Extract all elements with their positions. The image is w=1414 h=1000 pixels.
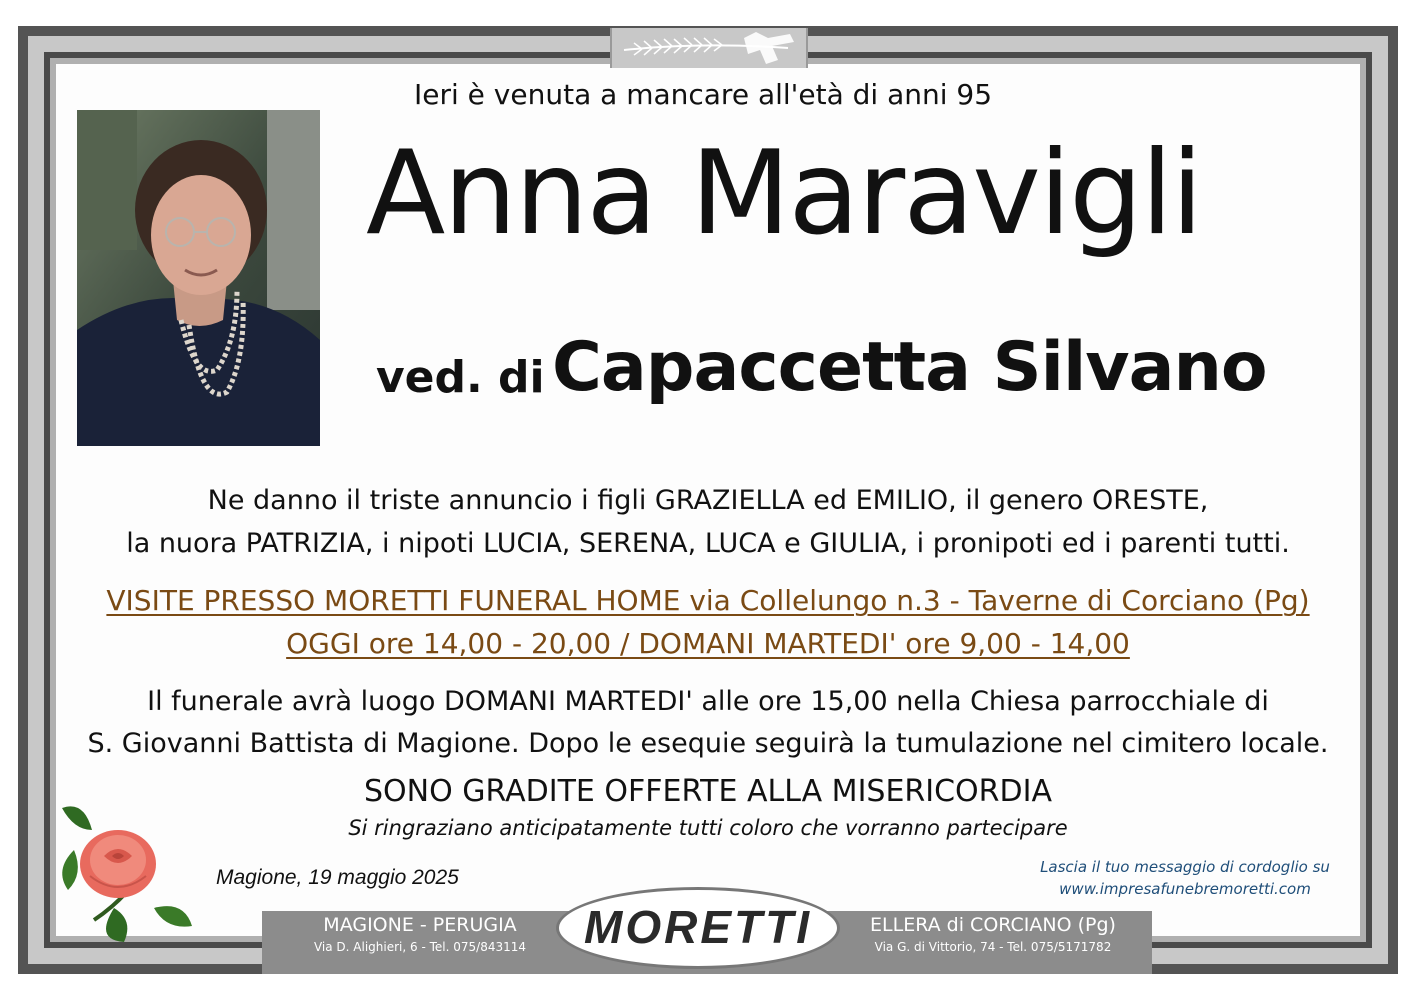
visits-line-1 bbox=[56, 584, 1360, 617]
intro-text: Ieri è venuta a mancare all'età di anni 95 bbox=[414, 78, 993, 111]
moretti-logo-text: MORETTI bbox=[584, 901, 812, 953]
condolence-website-link[interactable]: www.impresafunebremoretti.com bbox=[1059, 880, 1311, 898]
spouse-name: Capaccetta Silvano bbox=[552, 328, 1267, 407]
family-line-2: la nuora PATRIZIA, i nipoti LUCIA, SERENA, LUCA e GIULIA, i pronipoti ed i parenti tutti. bbox=[126, 528, 1290, 559]
palm-branch-ornament bbox=[610, 28, 808, 68]
footer-right-address: Via G. di Vittorio, 74 - Tel. 075/5171782 bbox=[874, 940, 1112, 954]
family-line-1: Ne danno il triste annuncio i figli GRAZIELLA ed EMILIO, il genero ORESTE, bbox=[207, 485, 1209, 516]
footer-left-address: Via D. Alighieri, 6 - Tel. 075/843114 bbox=[313, 940, 526, 954]
footer-left-title: MAGIONE - PERUGIA bbox=[323, 914, 517, 936]
place-date: Magione, 19 maggio 2025 bbox=[216, 866, 459, 889]
thanks-text: Si ringraziano anticipatamente tutti coloro che vorranno partecipare bbox=[348, 816, 1068, 840]
widow-prefix: ved. di bbox=[376, 352, 545, 403]
offers-text: SONO GRADITE OFFERTE ALLA MISERICORDIA bbox=[364, 774, 1052, 809]
footer-right-title: ELLERA di CORCIANO (Pg) bbox=[870, 914, 1116, 936]
portrait-photo bbox=[77, 110, 320, 446]
condolence-message-line-1: Lascia il tuo messaggio di cordoglio su bbox=[1040, 858, 1330, 876]
visits-hours: OGGI ore 14,00 - 20,00 / DOMANI MARTEDI' ore 9,00 - 14,00 bbox=[286, 627, 1130, 660]
visits-location: VISITE PRESSO MORETTI FUNERAL HOME via Collelungo n.3 - Taverne di Corciano (Pg) bbox=[106, 584, 1310, 617]
rose-icon bbox=[54, 790, 204, 946]
funeral-line-2: S. Giovanni Battista di Magione. Dopo le esequie seguirà la tumulazione nel cimitero locale. bbox=[87, 728, 1329, 759]
funeral-line-1: Il funerale avrà luogo DOMANI MARTEDI' alle ore 15,00 nella Chiesa parrocchiale di bbox=[147, 686, 1269, 717]
deceased-name: Anna Maravigli bbox=[366, 126, 1202, 261]
visits-line-2 bbox=[56, 627, 1360, 660]
